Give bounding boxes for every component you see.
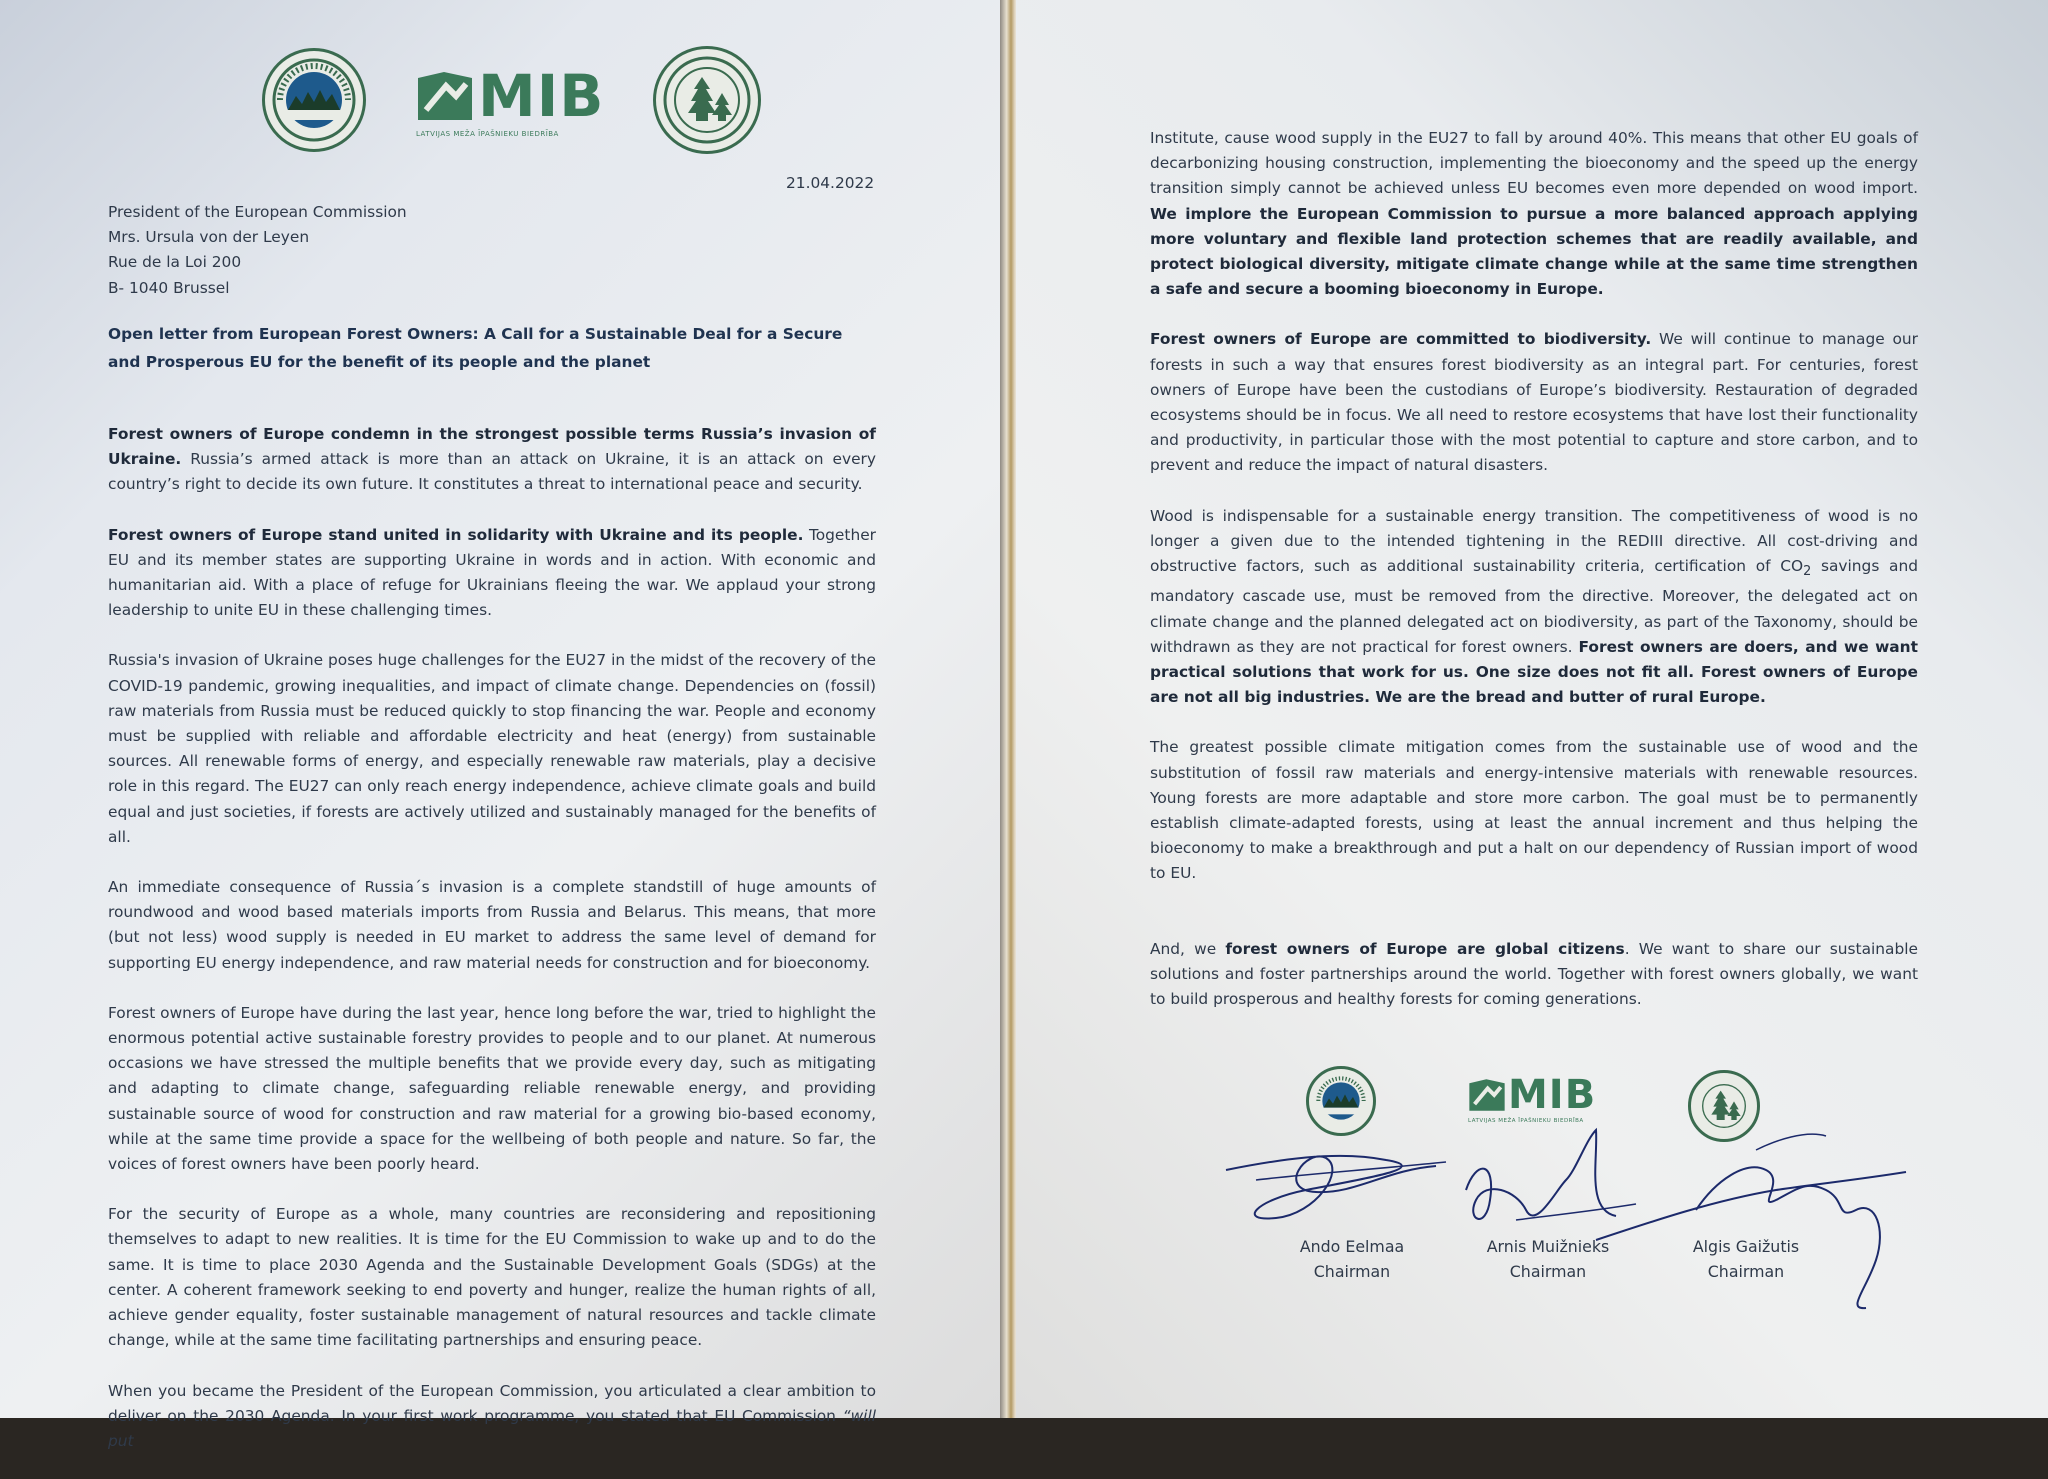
letterhead-logos — [262, 46, 761, 154]
signatory — [1458, 1234, 1638, 1284]
paragraph-text: We will continue to manage our forests in such a way that ensures forest biodiversity as an integral part. For centuries, forest owners of Europe have been the custodians of Europe’s biodiversity. Restauration of degraded ecosystems should be in focus. We all need to restore ecosystems that have lost their functionality and productivity, in particular those with the most potential to capture and store carbon, and to prevent and reduce the impact of natural disasters. — [1150, 330, 1918, 475]
paragraph — [1150, 327, 1918, 478]
paragraph-text: For the security of Europe as a whole, many countries are reconsidering and repositioning themselves to adapt to new realities. It is time for the EU Commission to wake up and to do the same. It is time to place 2030 Agenda and the Sustainable Development Goals (SDGs) at the center. A coherent framework seeking to end poverty and hunger, realize the human rights of all, achieve gender equality, foster sustainable management of natural resources and tackle climate change, while at the same time facilitating partnerships and ensuring peace. — [108, 1205, 876, 1350]
mib-logo-text: MIB — [478, 62, 605, 130]
recipient-line: Rue de la Loi 200 — [108, 253, 242, 272]
paragraph-text: Russia's invasion of Ukraine poses huge challenges for the EU27 in the midst of the recovery of the COVID-19 pandemic, growing inequalities, and impact of climate change. Dependencies on (fossil) raw materials from Russia must be reduced quickly to stop financing the war. People and economy must be supplied with reliable and affordable electricity and heat (energy) from sustainable sources. All renewable forms of energy, and especially renewable raw materials, play a decisive role in this regard. The EU27 can only reach energy independence, achieve climate goals and build equal and just societies, if forests are actively utilized and sustainably managed for the benefits of all. — [108, 651, 876, 846]
paragraph — [108, 1001, 876, 1177]
paragraph — [108, 648, 876, 850]
bold-text: forest owners of Europe are global citizens — [1225, 939, 1625, 958]
paragraph — [1150, 504, 1918, 711]
mib-logo-subtitle: LATVIJAS MEŽA ĪPAŠNIEKU BIEDRĪBA — [416, 130, 559, 138]
signatory-name: Algis Gaižutis — [1692, 1237, 1800, 1256]
paragraph-text: . We want to share our sustainable solutions and foster partnerships around the world. Together with forest owners globally, we want to build prosperous and healthy forests for coming generations. — [1150, 939, 1918, 1008]
bold-lead: Forest owners of Europe are committed to biodiversity. — [1150, 330, 1652, 349]
lithuanian-forest-seal-icon — [653, 46, 761, 154]
mib-logo — [1468, 1072, 1596, 1124]
estonian-forest-seal-icon — [262, 48, 366, 152]
mib-logo — [416, 62, 605, 138]
signatory — [1656, 1234, 1836, 1284]
subscript: 2 — [1803, 564, 1812, 580]
recipient-address — [108, 200, 407, 301]
mib-logo-icon — [1468, 1078, 1506, 1112]
letter-body-right — [1150, 126, 1918, 1037]
letter-date: 21.04.2022 — [786, 174, 875, 192]
recipient-line: Mrs. Ursula von der Leyen — [108, 228, 310, 247]
paragraph-text: An immediate consequence of Russia´s invasion is a complete standstill of huge amounts of roundwood and wood based materials imports from Russia and Belarus. This means, that more (but not less) wood supply is needed in EU market to address the same level of demand for supporting EU energy independence, and raw material needs for construction and for bioeconomy. — [108, 878, 876, 972]
bold-text: Forest owners are doers, and we want practical solutions that work for us. One size does not fit all. Forest owners of Europe are not all big industries. We are the bread and butter of rural Europe. — [1150, 637, 1918, 707]
recipient-line: President of the European Commission — [108, 203, 407, 221]
letter-page-right — [1016, 0, 2048, 1418]
paragraph-text: Institute, cause wood supply in the EU27 to fall by around 40%. This means that other EU goals of decarbonizing housing construction, implementing the bioeconomy and the speed up the energy transition simply cannot be achieved unless EU becomes even more depended on wood import. — [1150, 129, 1918, 198]
mib-logo-subtitle: LATVIJAS MEŽA ĪPAŠNIEKU BIEDRĪBA — [1468, 1118, 1584, 1124]
letter-body-left — [108, 422, 876, 1479]
paragraph — [108, 422, 876, 498]
paragraph-text: Russia’s armed attack is more than an attack on Ukraine, it is an attack on every country’s right to decide its own future. It constitutes a threat to international peace and security. — [108, 450, 876, 494]
paragraph — [1150, 735, 1918, 886]
bold-lead: Forest owners of Europe condemn in the strongest possible terms Russia’s invasion of Ukraine. — [108, 425, 876, 469]
mib-logo-icon — [416, 70, 474, 122]
paragraph-text: And, we — [1150, 939, 1226, 958]
paragraph — [108, 875, 876, 976]
signatory-name: Ando Eelmaa — [1299, 1237, 1405, 1256]
paragraph-text: savings and mandatory cascade use, must be removed from the directive. Moreover, the delegated act on climate change and the planned delegated act on biodiversity, as part of the Taxonomy, should be withdrawn as they are not practical for forest owners. — [1150, 557, 1918, 656]
recipient-line: B- 1040 Brussel — [108, 278, 230, 297]
signatory-role: Chairman — [1313, 1262, 1391, 1281]
paragraph — [108, 523, 876, 624]
signature-icon — [1576, 1120, 1936, 1320]
paragraph — [108, 1202, 876, 1353]
signatory — [1262, 1234, 1442, 1284]
paragraph-text: Wood is indispensable for a sustainable energy transition. The competitiveness of wood is no longer a given due to the intended tightening in the REDIII directive. All cost-driving and obstructive factors, such as additional sustainability criteria, certification of CO — [1150, 506, 1918, 576]
mib-logo-text: MIB — [1508, 1072, 1597, 1118]
letter-page-left — [0, 0, 1006, 1450]
paragraph — [1150, 126, 1918, 302]
signatory-name: Arnis Muižnieks — [1486, 1237, 1610, 1256]
signatory-role: Chairman — [1707, 1262, 1785, 1281]
paragraph — [108, 1379, 876, 1455]
paragraph-text: When you became the President of the European Commission, you articulated a clear ambition to deliver on the 2030 Agenda. In your first work programme, you stated that EU Commission — [108, 1381, 876, 1425]
bold-lead: Forest owners of Europe stand united in solidarity with Ukraine and its people. — [108, 525, 804, 544]
paragraph — [1150, 937, 1918, 1013]
paragraph-text: Forest owners of Europe have during the last year, hence long before the war, tried to highlight the enormous potential active sustainable forestry provides to people and to our planet. At numerous occasions we have stressed the multiple benefits that we provide every day, such as mitigating and adapting to climate change, safeguarding reliable renewable energy, and providing sustainable source of wood for construction and raw material for a growing bio-based economy, while at the same time provide a space for the wellbeing of both people and nature. So far, the voices of forest owners have been poorly heard. — [108, 1003, 876, 1174]
signature-icon — [1216, 1130, 1456, 1230]
signatory-role: Chairman — [1509, 1262, 1587, 1281]
letter-heading: Open letter from European Forest Owners: A Call for a Sustainable Deal for a Secure and Prosperous EU for the benefit of its people and the planet — [108, 325, 843, 371]
bold-text: We implore the European Commission to pursue a more balanced approach applying more voluntary and flexible land protection schemes that are readily available, and protect biological diversity, mitigate climate change while at the same time strengthen a safe and secure a booming bioeconomy in Europe. — [1150, 204, 1918, 299]
estonian-forest-seal-icon — [1306, 1066, 1376, 1136]
italic-quote: “will put — [108, 1406, 876, 1450]
paragraph-text: Together EU and its member states are supporting Ukraine in words and in action. With economic and humanitarian aid. With a place of refuge for Ukrainians fleeing the war. We applaud your strong leadership to unite EU in these challenging times. — [108, 525, 876, 620]
paragraph-text: The greatest possible climate mitigation comes from the sustainable use of wood and the substitution of fossil raw materials and energy-intensive materials with renewable resources. Young forests are more adaptable and store more carbon. The goal must be to permanently establish climate-adapted forests, using at least the annual increment and thus helping the bioeconomy to make a breakthrough and put a halt on our dependency of Russian import of wood to EU. — [1150, 738, 1918, 883]
